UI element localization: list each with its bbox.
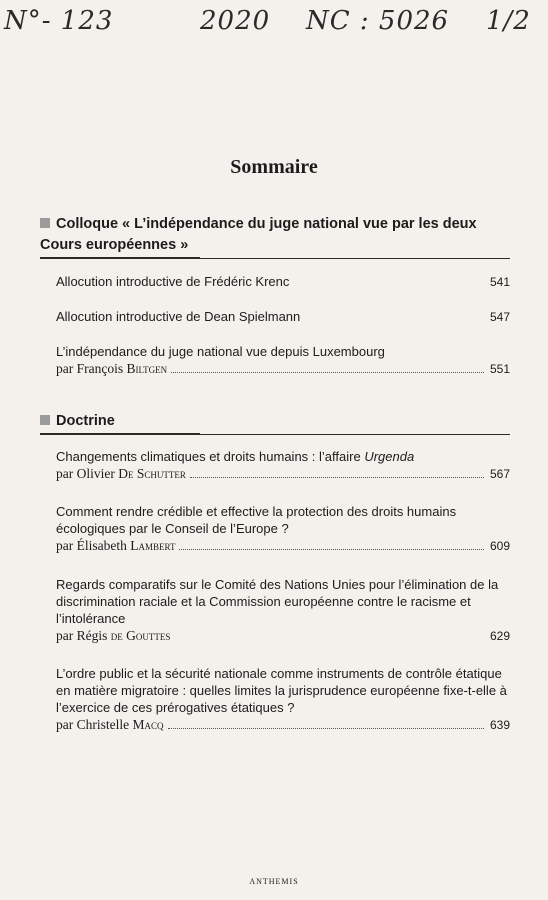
toc-entry (56, 343, 510, 378)
toc-entry-page: 547 (490, 310, 511, 324)
toc-entry-title: Allocution introductive de Dean Spielmann (56, 309, 301, 324)
handwritten-issue-number: N°- 123 (4, 6, 114, 36)
dot-leader (179, 549, 484, 550)
section-bullet-square (40, 415, 50, 425)
toc-entry-page: 639 (490, 718, 511, 732)
section-heading-text: Doctrine (56, 413, 115, 429)
toc-entry-page: 551 (490, 362, 511, 376)
toc-entry (56, 273, 510, 291)
toc-entry-author: par Régis de Gouttes (56, 628, 171, 643)
toc-entry (56, 503, 510, 555)
toc-entry-title: Comment rendre crédible et effective la protection des droits humains écologiques par le Conseil de l’Europe ? (56, 504, 457, 536)
handwritten-year: 2020 (200, 6, 271, 36)
toc-entry-title: L’indépendance du juge national vue depuis Luxembourg (56, 344, 385, 359)
section-rule (40, 434, 510, 435)
handwritten-fraction: 1/2 (486, 6, 531, 36)
section-heading-text: Colloque « L’indépendance du juge national vue par les deux Cours européennes » (40, 216, 477, 253)
toc-entry-author: par François Biltgen (56, 361, 168, 376)
toc-entry-title: L’ordre public et la sécurité nationale comme instruments de contrôle étatique en matière migratoire : quelles limites la jurisprudence européenne fixe-t-elle à l’exercice de ces prérogatives étatiques ? (56, 666, 507, 715)
toc-entry-page: 609 (490, 539, 511, 553)
handwritten-reference: NC : 5026 (306, 6, 450, 36)
toc-entry-author: par Olivier De Schutter (56, 466, 186, 481)
toc-entry-title: Regards comparatifs sur le Comité des Nations Unies pour l’élimination de la discrimination raciale et la Commission européenne contre le racisme et l’intolérance (56, 577, 499, 626)
toc-entry-author: par Élisabeth Lambert (56, 538, 176, 553)
toc-entry (56, 308, 510, 326)
dot-leader (168, 728, 485, 729)
section-rule-accent (40, 433, 200, 435)
toc-entry (56, 448, 510, 483)
section-rule-accent (40, 257, 200, 259)
section-heading-colloque (40, 214, 510, 256)
section-rule (40, 258, 510, 259)
toc-entry (56, 665, 510, 734)
toc-entry (56, 576, 510, 645)
section-bullet-square (40, 218, 50, 228)
toc-entry-page: 541 (490, 275, 511, 289)
toc-entry-page: 629 (490, 629, 511, 643)
section-heading-doctrine (40, 411, 510, 432)
toc-entry-title: Allocution introductive de Frédéric Krenc (56, 274, 290, 289)
dot-leader (190, 477, 484, 478)
dot-leader (171, 372, 484, 373)
toc-entry-title: Changements climatiques et droits humains : l’affaire Urgenda (56, 449, 415, 464)
toc-entry-page: 567 (490, 467, 511, 481)
page-title: Sommaire (230, 156, 318, 178)
toc-entry-author: par Christelle Macq (56, 717, 164, 732)
publisher-footer: ANTHEMIS (249, 877, 299, 886)
